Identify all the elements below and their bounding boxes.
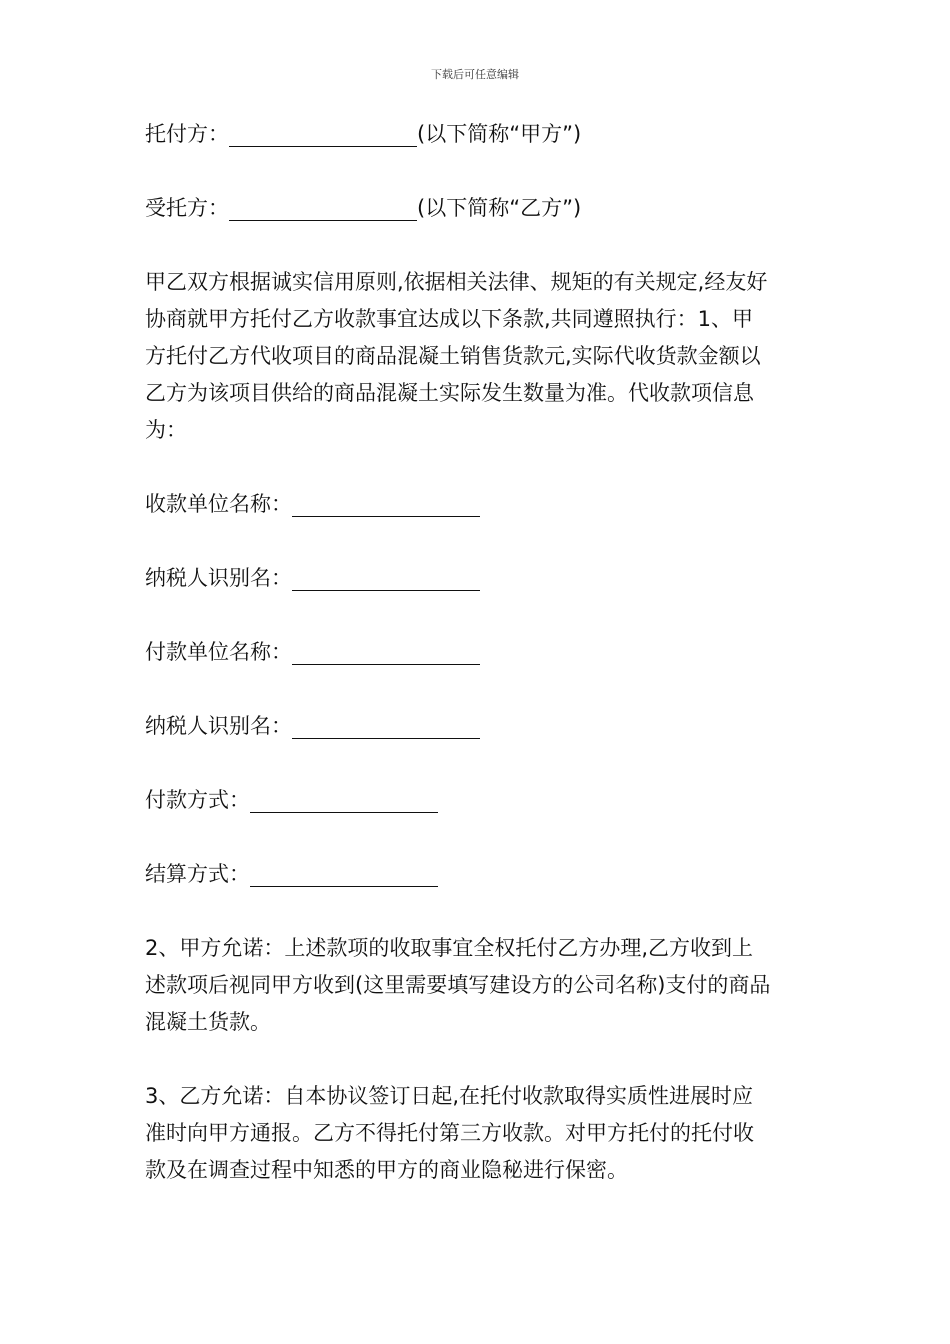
field-label: 纳税人识别名： (145, 566, 292, 590)
field-payer-tax-id (145, 708, 810, 745)
field-blank[interactable] (292, 589, 480, 591)
intro-line: 乙方为该项目供给的商品混凝土实际发生数量为准。代收款项信息 (145, 381, 754, 405)
contract-body (145, 116, 810, 1189)
field-blank[interactable] (250, 885, 438, 887)
field-blank[interactable] (250, 811, 438, 813)
field-payee-tax-id (145, 560, 810, 597)
intro-line: 协商就甲方托付乙方收款事宜达成以下条款,共同遵照执行：1、甲 (145, 307, 754, 331)
field-payer-name (145, 634, 810, 671)
field-label: 纳税人识别名： (145, 714, 292, 738)
clause-3-line: 3、乙方允诺：自本协议签订日起,在托付收款取得实质性进展时应 (145, 1084, 754, 1108)
principal-label: 托付方： (145, 122, 229, 146)
clause-3-paragraph (145, 1078, 810, 1189)
clause-2-line: 2、甲方允诺：上述款项的收取事宜全权托付乙方办理,乙方收到上 (145, 936, 754, 960)
page-header-note: 下载后可任意编辑 (431, 68, 519, 81)
clause-3-line: 准时向甲方通报。乙方不得托付第三方收款。对甲方托付的托付收 (145, 1121, 754, 1145)
principal-blank[interactable] (229, 145, 417, 147)
agent-blank[interactable] (229, 219, 417, 221)
agent-label: 受托方： (145, 196, 229, 220)
field-label: 结算方式： (145, 862, 250, 886)
intro-line: 甲乙双方根据诚实信用原则,依据相关法律、规矩的有关规定,经友好 (145, 270, 768, 294)
intro-paragraph (145, 264, 810, 449)
field-label: 付款单位名称： (145, 640, 292, 664)
agent-party-line (145, 190, 810, 227)
field-payee-name (145, 486, 810, 523)
field-payment-method (145, 782, 810, 819)
field-label: 收款单位名称： (145, 492, 292, 516)
clause-2-line: 混凝土货款。 (145, 1010, 271, 1034)
agent-suffix: (以下简称“乙方”) (417, 196, 582, 220)
field-blank[interactable] (292, 515, 480, 517)
clause-2-paragraph (145, 930, 810, 1041)
intro-line: 为： (145, 418, 187, 442)
field-label: 付款方式： (145, 788, 250, 812)
field-blank[interactable] (292, 663, 480, 665)
field-blank[interactable] (292, 737, 480, 739)
field-settlement-method (145, 856, 810, 893)
principal-suffix: (以下简称“甲方”) (417, 122, 582, 146)
principal-party-line (145, 116, 810, 153)
intro-line: 方托付乙方代收项目的商品混凝土销售货款元,实际代收货款金额以 (145, 344, 761, 368)
clause-3-line: 款及在调查过程中知悉的甲方的商业隐秘进行保密。 (145, 1158, 628, 1182)
clause-2-line: 述款项后视同甲方收到(这里需要填写建设方的公司名称)支付的商品 (145, 973, 771, 997)
